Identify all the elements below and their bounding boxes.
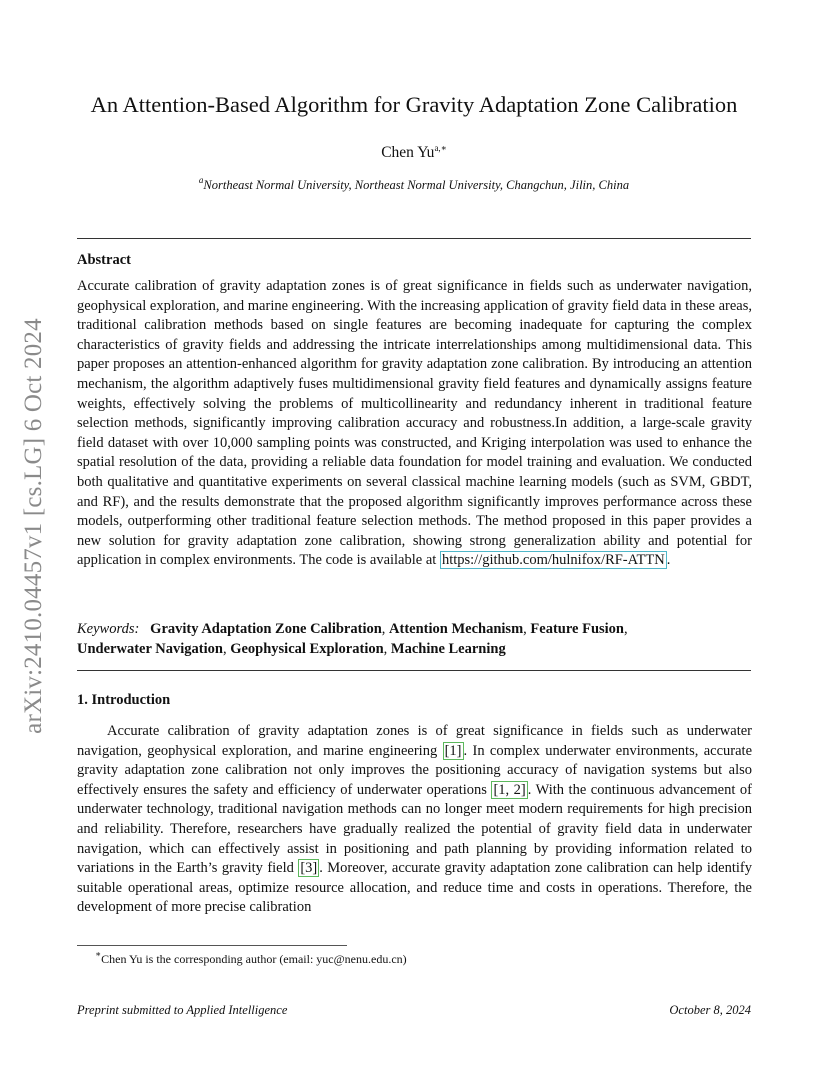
introduction-paragraph bbox=[77, 722, 752, 918]
intro-text: . Moreover, accurate gravity adaptation zone calibration can help identify suitable operational areas, optimize resource allocation, and reduce time and costs in operations. Therefore, the development of more precise calibration bbox=[77, 860, 753, 916]
affiliation-text: Northeast Normal University, Northeast Normal University, Changchun, Jilin, China bbox=[203, 178, 630, 192]
abstract-end: . bbox=[666, 552, 671, 569]
footer-journal: Preprint submitted to Applied Intelligence bbox=[77, 1003, 288, 1017]
keyword: Geophysical Exploration bbox=[230, 640, 384, 657]
footnote-rule bbox=[77, 945, 347, 946]
intro-text: . In complex underwater environments, accurate gravity adaptation zone calibration not only improves the positioning accuracy of navigation systems but also effectively ensures the safety and efficiency of underwater operations bbox=[77, 742, 753, 798]
citation-link[interactable]: [1, 2] bbox=[493, 781, 526, 798]
keyword: Gravity Adaptation Zone Calibration bbox=[150, 621, 382, 637]
keyword: Machine Learning bbox=[390, 640, 506, 657]
affiliation bbox=[0, 175, 828, 193]
author-line bbox=[0, 143, 828, 162]
keywords: Keywords: Gravity Adaptation Zone Calibration, Attention Mechanism, Feature Fusion, Underwater Navigation, Geophysical Exploration, Machine Learning bbox=[77, 621, 628, 657]
abstract-bottom-rule bbox=[77, 670, 751, 671]
citation-link[interactable]: [3] bbox=[300, 860, 318, 877]
keyword: Feature Fusion bbox=[530, 621, 624, 637]
abstract-top-rule bbox=[77, 238, 751, 239]
footnote bbox=[95, 949, 407, 967]
arxiv-identifier bbox=[14, 296, 54, 756]
abstract-heading: Abstract bbox=[77, 252, 131, 268]
introduction-heading: 1. Introduction bbox=[77, 692, 171, 708]
footnote-mark: ∗ bbox=[95, 949, 102, 959]
keyword: Underwater Navigation bbox=[77, 640, 223, 657]
abstract-body bbox=[77, 277, 752, 571]
abstract-text: Accurate calibration of gravity adaptation zones is of great significance in fields such as underwater navigation, geophysical exploration, and marine engineering. With the increasing application of gravity field data in these areas, traditional calibration methods based on single features are becoming inadequate for capturing the complex characteristics of gravity fields and addressing the intricate interrelationships among multidimensional data. This paper proposes an attention-enhanced algorithm for gravity adaptation zone calibration. By introducing an attention mechanism, the algorithm adaptively fuses multidimensional gravity field features and dynamically assigns feature weights, effectively solving the problems of multicollinearity and redundancy inherent in traditional feature selection methods, significantly improving calibration accuracy and robustness.In addition, a large-scale gravity field dataset with over 10,000 sampling points was constructed, and Kriging interpolation was used to enhance the spatial resolution of the data, providing a reliable data foundation for model training and evaluation. We conducted both qualitative and quantitative experiments on several classical machine learning models (such as SVM, GBDT, and RF), and the results demonstrate that the proposed algorithm significantly improves performance across these models, outperforming other traditional feature selection methods. The method proposed in this paper provides a new solution for gravity adaptation zone calibration, showing strong generalization ability and potential for application in complex environments. The code is available at bbox=[77, 278, 752, 569]
code-link[interactable]: https://github.com/hulnifox/RF-ATTN bbox=[441, 552, 665, 569]
arxiv-identifier-text: arXiv:2410.04457v1 [cs.LG] 6 Oct 2024 bbox=[20, 318, 48, 734]
intro-text: Accurate calibration of gravity adaptation zones is of great significance in fields such as underwater navigation, geophysical exploration, and marine engineering bbox=[77, 723, 752, 759]
keywords-label: Keywords: bbox=[77, 621, 140, 637]
paper-title: An Attention-Based Algorithm for Gravity Adaptation Zone Calibration bbox=[90, 92, 738, 117]
citation-link[interactable]: [1] bbox=[444, 742, 462, 759]
intro-text: . With the continuous advancement of underwater technology, traditional navigation methods can no longer meet modern requirements for high precision and reliability. Therefore, researchers have gradually realized the potential of gravity field data in underwater navigation, which can effectively assist in positioning and path planning by providing information related to variations in the Earth’s gravity field bbox=[77, 781, 752, 877]
footer-date: October 8, 2024 bbox=[669, 1003, 751, 1017]
author-marks: a,∗ bbox=[434, 143, 447, 153]
affiliation-mark: a bbox=[198, 175, 204, 185]
keyword: Attention Mechanism bbox=[389, 621, 524, 637]
footnote-text: Chen Yu is the corresponding author (email: yuc@nenu.edu.cn) bbox=[101, 952, 407, 966]
author-name: Chen Yu bbox=[381, 144, 435, 161]
